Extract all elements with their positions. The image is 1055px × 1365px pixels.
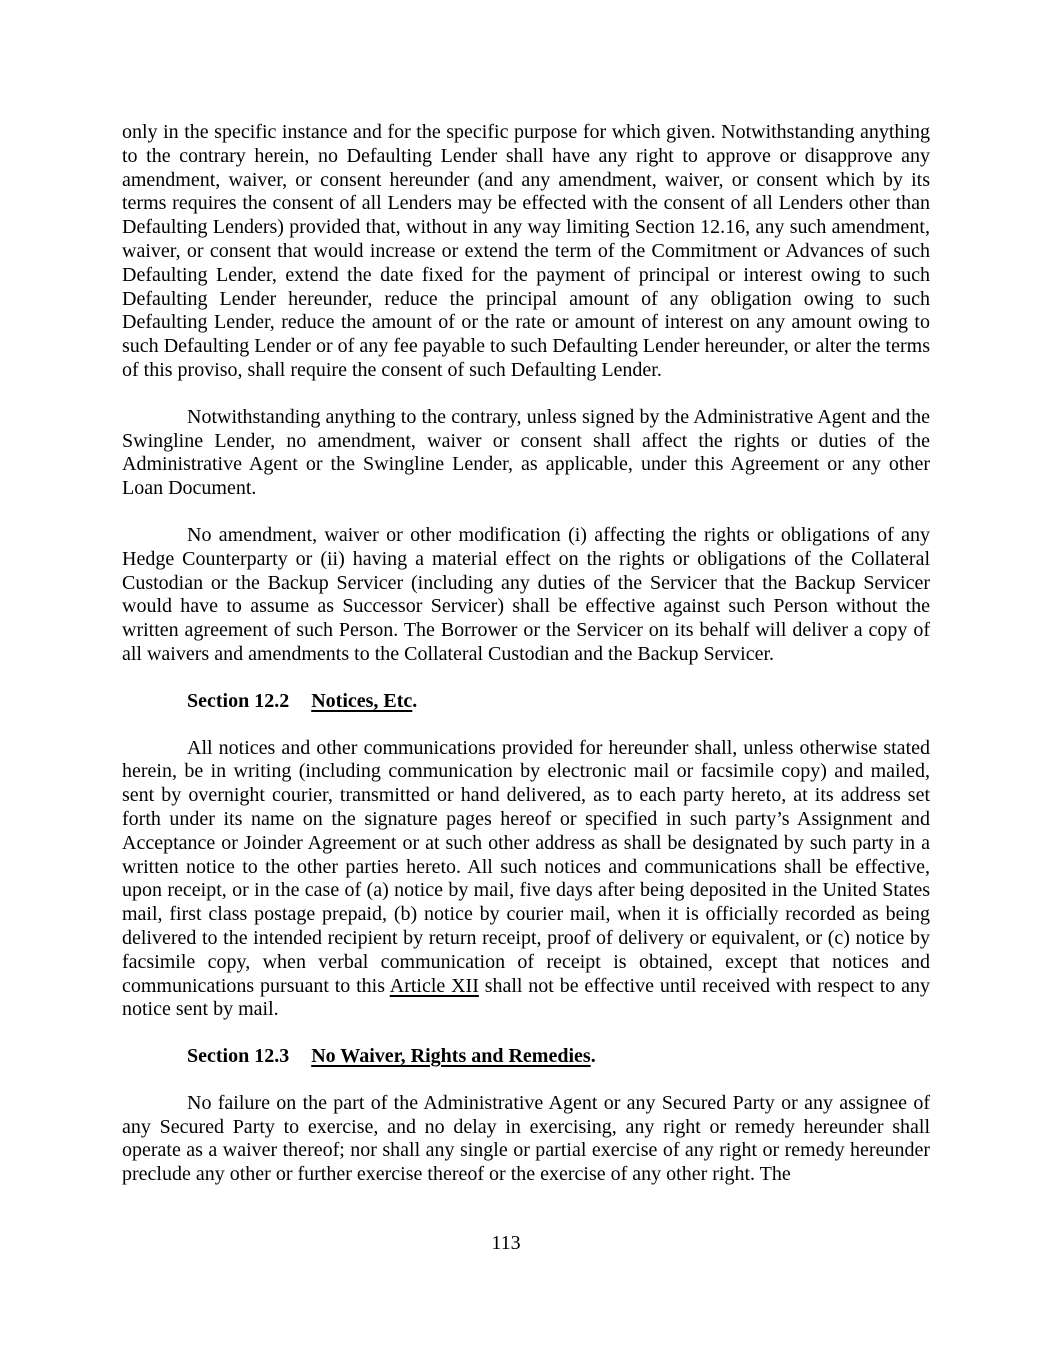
paragraph-hedge-counterparty: No amendment, waiver or other modification (i) affecting the rights or obligations of any Hedge Counterparty or (ii) having a material effect on the rights or obligations of the Collateral Custodian or the Backup Servicer (including any duties of the Servicer that the Backup Servicer would have to assume as Successor Servicer) shall be effective against such Person without the written agreement of such Person. The Borrower or the Servicer on its behalf will deliver a copy of all waivers and amendments to the Collateral Custodian and the Backup Servicer. bbox=[122, 523, 930, 665]
paragraph-notices bbox=[122, 737, 930, 1023]
article-xii-reference: Article XII bbox=[389, 974, 479, 997]
notices-text-after-ref: shall not be effective until received with respect to any notice sent by mail. bbox=[122, 974, 930, 1021]
section-12-2-number: Section 12.2 bbox=[187, 689, 290, 712]
section-heading-12-3 bbox=[187, 1045, 930, 1069]
paragraph-admin-agent-swingline: Notwithstanding anything to the contrary, unless signed by the Administrative Agent and the Swingline Lender, no amendment, waiver or consent shall affect the rights or duties of the Administrative Agent or the Swingline Lender, as applicable, under this Agreement or any other Loan Document. bbox=[122, 405, 930, 500]
page-number: 113 bbox=[491, 1232, 521, 1254]
section-12-3-number: Section 12.3 bbox=[187, 1045, 290, 1068]
section-12-3-period: . bbox=[590, 1045, 596, 1068]
section-heading-12-2 bbox=[187, 690, 930, 714]
paragraph-amendments-continuation: only in the specific instance and for the specific purpose for which given. Notwithstanding anything to the contrary herein, no Defaulting Lender shall have any right to approve or disapprove any amendment, waiver, or consent hereunder (and any amendment, waiver, or consent which by its terms requires the consent of all Lenders may be effected with the consent of all Lenders other than Defaulting Lenders) provided that, without in any way limiting Section 12.16, any such amendment, waiver, or consent that would increase or extend the term of the Commitment or Advances of such Defaulting Lender, extend the date fixed for the payment of principal or interest owing to such Defaulting Lender hereunder, reduce the principal amount of any obligation owing to such Defaulting Lender, reduce the amount of or the rate or amount of interest on any amount owing to such Defaulting Lender or of any fee payable to such Defaulting Lender hereunder, or alter the terms of this proviso, shall require the consent of such Defaulting Lender. bbox=[122, 121, 930, 381]
section-12-3-title: No Waiver, Rights and Remedies bbox=[311, 1045, 591, 1068]
section-12-2-title: Notices, Etc bbox=[311, 689, 413, 712]
notices-text-before-ref: All notices and other communications provided for hereunder shall, unless otherwise stated herein, be in writing (including communication by electronic mail or facsimile copy) and mailed, sent by overnight courier, transmitted or hand delivered, as to each party hereto, at its address set forth under its name on the signature pages hereof or specified in such party’s Assignment and Acceptance or Joinder Agreement or at such other address as shall be designated by such party in a written notice to the other parties hereto. All such notices and communications shall be effective, upon receipt, or in the case of (a) notice by mail, five days after being deposited in the United States mail, first class postage prepaid, (b) notice by courier mail, when it is officially recorded as being delivered to the intended recipient by return receipt, proof of delivery or equivalent, or (c) notice by facsimile copy, when verbal communication of receipt is obtained, except that notices and communications pursuant to this bbox=[122, 736, 930, 997]
paragraph-no-waiver: No failure on the part of the Administrative Agent or any Secured Party or any assignee of any Secured Party to exercise, and no delay in exercising, any right or remedy hereunder shall operate as a waiver thereof; nor shall any single or partial exercise of any right or remedy hereunder preclude any other or further exercise thereof or the exercise of any other right. The bbox=[122, 1091, 930, 1186]
section-12-2-period: . bbox=[412, 689, 418, 712]
document-body bbox=[122, 121, 930, 1210]
